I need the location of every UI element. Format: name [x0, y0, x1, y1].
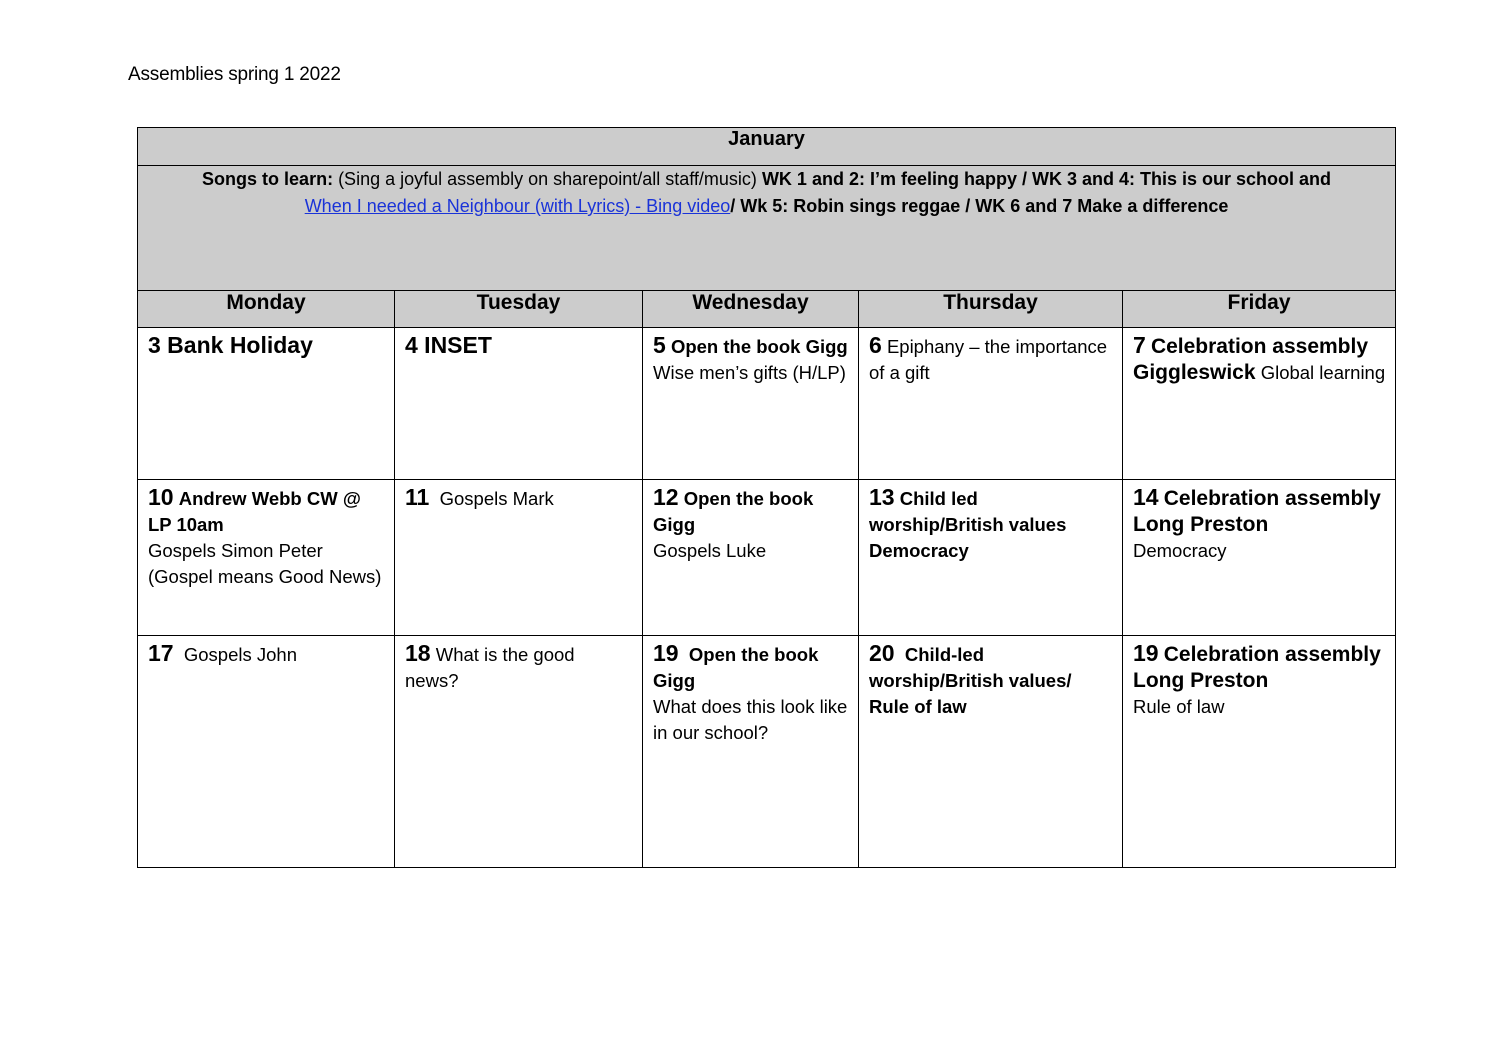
day-cell: [1123, 328, 1396, 480]
day-cell: [395, 480, 643, 636]
assembly-topic: Epiphany – the importance of a gift: [869, 336, 1108, 383]
week-row: [138, 480, 1396, 636]
day-number: 20: [869, 640, 895, 666]
day-number: 13: [869, 484, 895, 510]
assembly-topic: Gospels Simon Peter (Gospel means Good News): [148, 540, 382, 587]
day-header: Thursday: [859, 291, 1123, 328]
day-cell: [643, 636, 859, 868]
day-number: 11: [405, 484, 430, 510]
assembly-topic: What does this look like in our school?: [653, 696, 848, 743]
assembly-topic: What is the good news?: [405, 644, 575, 691]
day-header: Friday: [1123, 291, 1396, 328]
day-number: 14: [1133, 484, 1159, 510]
day-cell: [859, 636, 1123, 868]
day-cell: [395, 328, 643, 480]
day-header: Monday: [138, 291, 395, 328]
assembly-headline: Open the book Gigg: [653, 488, 814, 535]
month-title: January: [138, 128, 1396, 166]
day-cell: [138, 328, 395, 480]
assembly-headline: Open the book Gigg: [653, 644, 819, 691]
songs-row: [138, 166, 1396, 291]
neighbour-song-link[interactable]: When I needed a Neighbour (with Lyrics) - Bing video: [304, 196, 731, 216]
day-number: 19: [653, 640, 679, 666]
day-number: 5: [653, 332, 666, 358]
day-cell: [1123, 480, 1396, 636]
songs-label: Songs to learn:: [202, 169, 334, 189]
day-entry: 3 Bank Holiday: [148, 332, 313, 358]
assembly-headline: Child-led worship/British values/ Rule of law: [869, 644, 1072, 717]
week-row: [138, 328, 1396, 480]
week-row: [138, 636, 1396, 868]
assembly-headline: Celebration assembly Long Preston: [1133, 487, 1381, 536]
day-number: 10: [148, 484, 174, 510]
weekday-header-row: [138, 291, 1396, 328]
day-number: 19: [1133, 640, 1159, 666]
songs-weeks-1-4: WK 1 and 2: I’m feeling happy / WK 3 and 4: This is our school and: [761, 169, 1332, 189]
day-entry: 4 INSET: [405, 332, 492, 358]
document-title: Assemblies spring 1 2022: [128, 64, 341, 85]
assembly-headline: Open the book Gigg: [670, 336, 848, 357]
day-number: 17: [148, 640, 174, 666]
assembly-topic: Democracy: [1133, 540, 1227, 561]
day-cell: [643, 480, 859, 636]
assembly-headline: Celebration assembly Giggleswick: [1133, 335, 1369, 384]
day-number: 18: [405, 640, 431, 666]
day-cell: [138, 480, 395, 636]
assembly-headline: Celebration assembly Long Preston: [1133, 643, 1381, 692]
assembly-topic: Gospels John: [183, 644, 297, 665]
day-header: Tuesday: [395, 291, 643, 328]
day-number: 7: [1133, 332, 1146, 358]
day-cell: [859, 328, 1123, 480]
month-header-row: [138, 128, 1396, 166]
day-cell: [395, 636, 643, 868]
assembly-topic: Gospels Luke: [653, 540, 767, 561]
assembly-headline: Andrew Webb CW @ LP 10am: [148, 488, 361, 535]
assembly-topic: Global learning: [1260, 362, 1386, 383]
songs-cell: [138, 166, 1396, 291]
day-cell: [138, 636, 395, 868]
assembly-topic: Rule of law: [1133, 696, 1225, 717]
day-cell: [643, 328, 859, 480]
assembly-topic: Wise men’s gifts (H/LP): [653, 362, 846, 383]
assembly-topic: Gospels Mark: [439, 488, 554, 509]
day-cell: [1123, 636, 1396, 868]
songs-weeks-5-7: / Wk 5: Robin sings reggae / WK 6 and 7 Make a difference: [730, 196, 1229, 216]
assembly-headline: Child led worship/British values Democracy: [869, 488, 1067, 561]
assembly-schedule-table: [137, 127, 1396, 868]
day-number: 6: [869, 332, 882, 358]
songs-intro: (Sing a joyful assembly on sharepoint/all staff/music): [333, 169, 762, 189]
day-number: 12: [653, 484, 679, 510]
day-cell: [859, 480, 1123, 636]
day-header: Wednesday: [643, 291, 859, 328]
